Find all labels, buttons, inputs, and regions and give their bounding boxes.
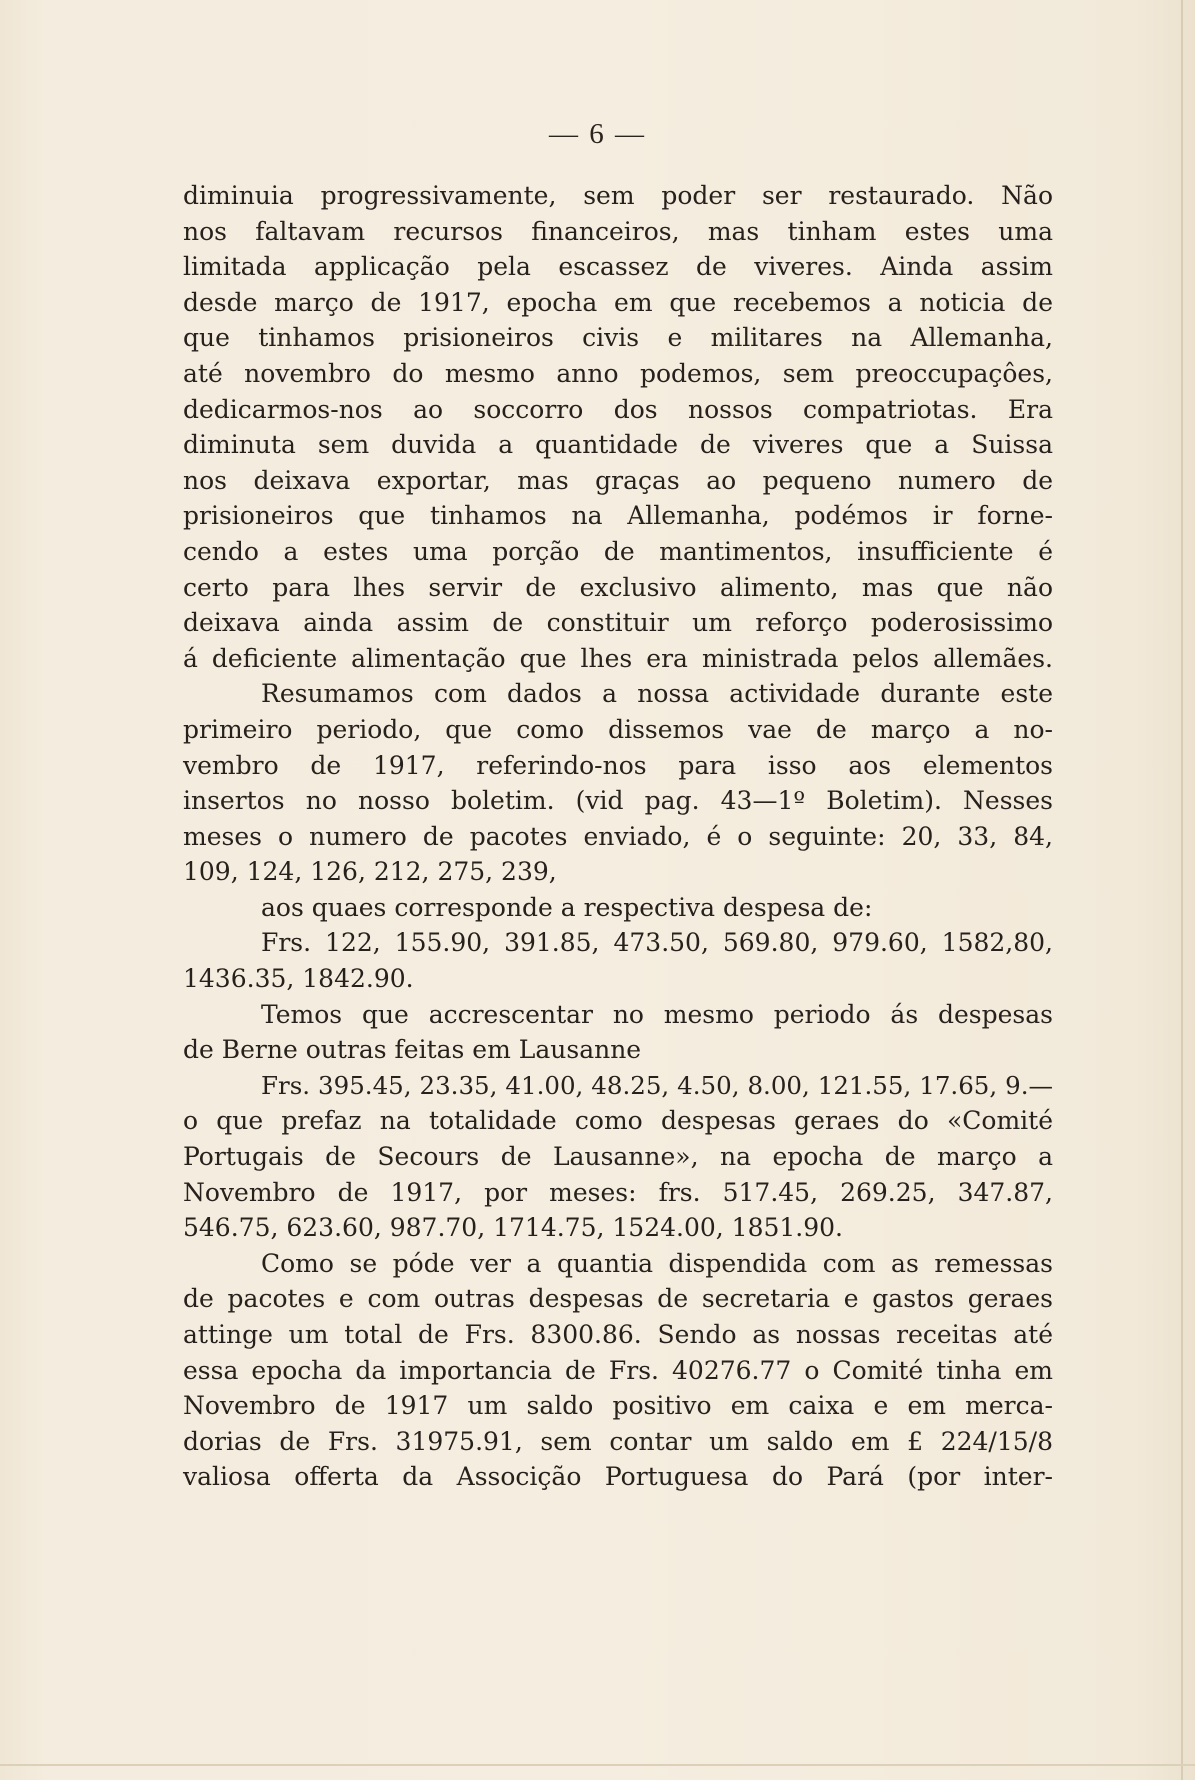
text-line: primeiro periodo, que como dissemos vae de março a no- <box>183 714 1053 744</box>
text-line: valiosa offerta da Associção Portuguesa do Pará (por inter- <box>183 1462 1053 1492</box>
text-line: Portugais de Secours de Lausanne», na epocha de março a <box>183 1142 1053 1172</box>
text-line: Novembro de 1917, por meses: frs. 517.45, 269.25, 347.87, <box>183 1177 1053 1207</box>
text-line: até novembro do mesmo anno podemos, sem preoccupaçôes, <box>183 358 1053 388</box>
text-line: deixava ainda assim de constituir um reforço poderosissimo <box>183 608 1053 638</box>
body-text <box>183 178 1053 1495</box>
text-line: desde março de 1917, epocha em que recebemos a noticia de <box>183 287 1053 317</box>
text-line: Temos que accrescentar no mesmo periodo ás despesas <box>261 999 1053 1029</box>
text-line: limitada applicação pela escassez de viveres. Ainda assim <box>183 252 1053 282</box>
text-line: diminuta sem duvida a quantidade de viveres que a Suissa <box>183 430 1053 460</box>
text-line: insertos no nosso boletim. (vid pag. 43—1º Boletim). Nesses <box>183 786 1053 816</box>
text-line: de pacotes e com outras despesas de secretaria e gastos geraes <box>183 1284 1053 1314</box>
text-line: cendo a estes uma porção de mantimentos, insufficiente é <box>183 536 1053 566</box>
text-line: diminuia progressivamente, sem poder ser restaurado. Não <box>183 181 1053 210</box>
text-line: meses o numero de pacotes enviado, é o seguinte: 20, 33, 84, <box>183 821 1053 851</box>
page-edge-bottom <box>0 1764 1195 1766</box>
page-number: — 6 — <box>549 118 646 150</box>
text-line: 109, 124, 126, 212, 275, 239, <box>183 857 557 887</box>
page-edge-right <box>1181 0 1183 1780</box>
text-line: aos quaes corresponde a respectiva despesa de: <box>261 892 873 922</box>
text-line: Novembro de 1917 um saldo positivo em caixa e em merca- <box>183 1391 1053 1421</box>
text-line: que tinhamos prisioneiros civis e militares na Allemanha, <box>183 323 1053 353</box>
text-line: Como se póde ver a quantia dispendida com as remessas <box>261 1248 1053 1278</box>
text-line: nos faltavam recursos financeiros, mas tinham estes uma <box>183 216 1053 246</box>
text-line: Frs. 122, 155.90, 391.85, 473.50, 569.80, 979.60, 1582,80, <box>261 928 1053 958</box>
text-line: certo para lhes servir de exclusivo alimento, mas que não <box>183 572 1053 602</box>
text-line: nos deixava exportar, mas graças ao pequeno numero de <box>183 465 1053 495</box>
text-line: attinge um total de Frs. 8300.86. Sendo as nossas receitas até <box>183 1320 1053 1349</box>
text-line: dedicarmos-nos ao soccorro dos nossos compatriotas. Era <box>183 394 1053 424</box>
text-line: prisioneiros que tinhamos na Allemanha, podémos ir forne- <box>183 501 1053 531</box>
text-line: Frs. 395.45, 23.35, 41.00, 48.25, 4.50, 8.00, 121.55, 17.65, 9.— <box>261 1070 1053 1100</box>
text-line: vembro de 1917, referindo-nos para isso aos elementos <box>183 750 1053 780</box>
text-line: essa epocha da importancia de Frs. 40276.77 o Comité tinha em <box>183 1355 1053 1385</box>
text-line: 1436.35, 1842.90. <box>183 964 414 994</box>
text-line: dorias de Frs. 31975.91, sem contar um saldo em £ 224/15/8 <box>183 1426 1053 1456</box>
text-line: á deficiente alimentação que lhes era ministrada pelos allemães. <box>183 643 1053 673</box>
text-line: Resumamos com dados a nossa actividade durante este <box>261 679 1053 709</box>
text-line: 546.75, 623.60, 987.70, 1714.75, 1524.00, 1851.90. <box>183 1213 843 1243</box>
text-line: de Berne outras feitas em Lausanne <box>183 1035 642 1065</box>
text-line: o que prefaz na totalidade como despesas geraes do «Comité <box>183 1106 1053 1136</box>
